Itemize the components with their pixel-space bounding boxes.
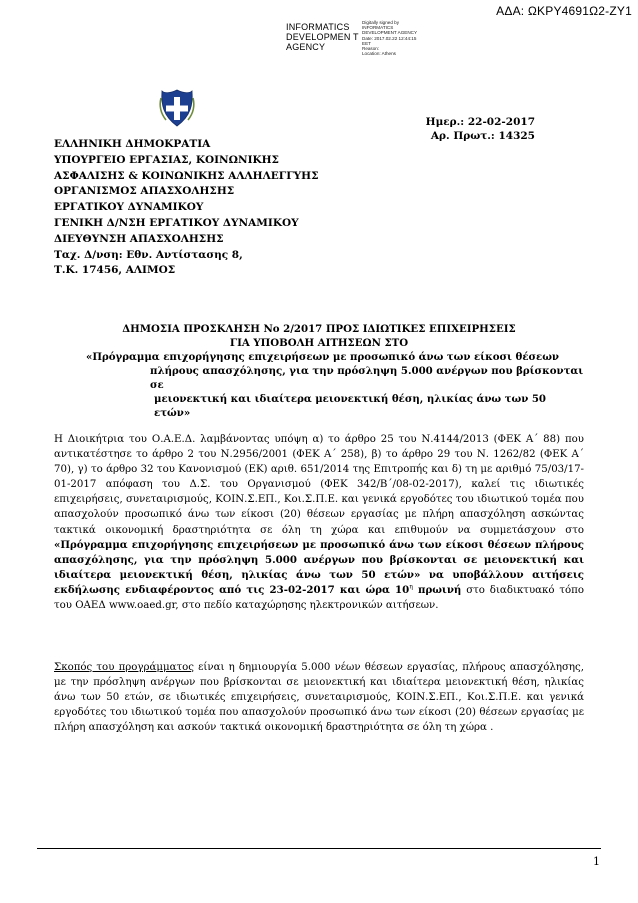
header-line: ΥΠΟΥΡΓΕΙΟ ΕΡΓΑΣΙΑΣ, ΚΟΙΝΩΝΙΚΗΣ: [54, 153, 279, 166]
header-line: ΕΡΓΑΤΙΚΟΥ ΔΥΝΑΜΙΚΟΥ: [54, 201, 204, 214]
paragraph-text: Η Διοικήτρια του Ο.Α.Ε.Δ. λαμβάνοντας υπόψη α) το άρθρο 25 του Ν.4144/2013 (ΦΕΚ Α΄ 88) που αντικατέστησε το άρθρο 2 του Ν.2956/2001 (ΦΕΚ Α΄ 258), β) το άρθρο 29 του Ν. 1262/82 (ΦΕΚ Α΄ 70), γ) το άρθρο 32 του Κανονισμού (ΕΚ) αριθ. 651/2014 της Επιτροπής και δ) τη με αριθμό 75/03/17-01-2017 απόφαση του Δ.Σ. του Οργανισμού (ΦΕΚ 342/Β΄/08-02-2017), καλεί τις ιδιωτικές επιχειρήσεις, συνεταιρισμούς, ΚΟΙΝ.Σ.ΕΠ., Κοι.Σ.Π.Ε. και γενικά εργοδότες του ιδιωτικού τομέα που απασχολούν προσωπικό άνω των είκοσι (20) θέσεων εργασίας με πλήρη απασχόληση ασκώντας τακτικά οικονομική δραστηριότητα σε όλη τη χώρα και επιθυμούν να συμμετάσχουν στο: [54, 434, 584, 536]
header-line: ΔΙΕΥΘΥΝΣΗ ΑΠΑΣΧΟΛΗΣΗΣ: [54, 232, 224, 245]
title-line: ΓΙΑ ΥΠΟΒΟΛΗ ΑΙΤΗΣΕΩΝ ΣΤΟ: [229, 337, 409, 349]
issuer-header: [54, 137, 319, 279]
date-block: [420, 115, 535, 143]
paragraph-text: είναι η δημιουργία 5.000 νέων θέσεων εργασίας, πλήρους απασχόλησης, με την πρόσληψη ανέργων που βρίσκονται σε μειονεκτική και ιδιαίτερα μειονεκτική θέση, ηλικίας άνω των 50 ετών, σε ιδιωτικές επιχειρήσεις, συνεταιρισμούς, ΚΟΙΝ.Σ.ΕΠ., Κοι.Σ.Π.Ε. και γενικά εργοδότες του ιδιωτικού τομέα που απασχολούν προσωπικό άνω των είκοσι (20) θέσεων εργασίας με πλήρη απασχόληση και ασκούν τακτικά οικονομική δραστηριότητα σε όλη τη χώρα .: [54, 662, 584, 734]
signature-detail-line: Reason:: [362, 46, 380, 52]
title-line: ΔΗΜΟΣΙΑ ΠΡΟΣΚΛΗΣΗ Νο 2/2017 ΠΡΟΣ ΙΔΙΩΤΙΚΕΣ ΕΠΙΧΕΙΡΗΣΕΙΣ: [122, 323, 516, 335]
program-bold-text: «Πρόγραμμα επιχορήγησης επιχειρήσεων με προσωπικό άνω των είκοσι θέσεων πλήρους απασχόλησης, για την πρόσληψη 5.000 ανέργων που βρίσκονται σε μειονεκτική και ιδιαίτερα μειονεκτική θέση, ηλικίας άνω των 50 ετών» να υποβάλλουν αιτήσεις εκδήλωσης ενδιαφέροντος από τις 23-02-2017 και ώρα 10: [54, 538, 584, 596]
protocol-number: Αρ. Πρωτ.: 14325: [430, 130, 535, 142]
signature-name: INFORMATICS DEVELOPMEN T AGENCY: [286, 22, 359, 52]
purpose-label: Σκοπός του προγράμματος: [54, 662, 194, 673]
program-bold-text: πρωινή: [412, 583, 462, 596]
signature-detail-line: DEVELOPMENT AGENCY: [362, 30, 418, 36]
footer-divider: [37, 848, 601, 849]
title-quote-line: μειονεκτική και ιδιαίτερα μειονεκτική θέση, ηλικίας άνω των 50 ετών»: [154, 393, 547, 419]
header-line: ΑΣΦΑΛΙΣΗΣ & ΚΟΙΝΩΝΙΚΗΣ ΑΛΛΗΛΕΓΓΥΗΣ: [54, 169, 319, 182]
signature-detail-line: Date: 2017.02.22 12:44:15: [362, 35, 417, 41]
signature-detail-line: Location: Athens: [362, 51, 396, 57]
signature-detail-line: Digitally signed by: [362, 20, 400, 25]
title-quote-line: πλήρους απασχόλησης, για την πρόσληψη 5.000 ανέργων που βρίσκονται σε: [150, 365, 584, 391]
paragraph-text: στο διαδικτυακό τόπο του ΟΑΕΔ www.oaed.gr, στο πεδίο καταχώρησης ηλεκτρονικών αιτήσεων.: [54, 584, 584, 612]
signature-details: [362, 20, 434, 56]
title-quote-line: «Πρόγραμμα επιχορήγησης επιχειρήσεων με προσωπικό άνω των είκοσι θέσεων: [86, 351, 559, 363]
header-line: ΕΛΛΗΝΙΚΗ ΔΗΜΟΚΡΑΤΙΑ: [54, 138, 211, 150]
signature-detail-line: EET: [362, 40, 371, 46]
ada-identifier: ΑΔΑ: ΩΚΡΥ4691Ω2-ΖΥ1: [496, 4, 632, 18]
header-line: ΓΕΝΙΚΗ Δ/ΝΣΗ ΕΡΓΑΤΙΚΟΥ ΔΥΝΑΜΙΚΟΥ: [54, 216, 299, 229]
header-line: Τ.Κ. 17456, ΑΛΙΜΟΣ: [54, 264, 176, 277]
superscript-text: η: [409, 583, 413, 591]
body-paragraph-invitation: [54, 432, 584, 613]
header-line: ΟΡΓΑΝΙΣΜΟΣ ΑΠΑΣΧΟΛΗΣΗΣ: [54, 185, 235, 198]
document-date: Ημερ.: 22-02-2017: [425, 116, 535, 128]
body-paragraph-purpose: [54, 660, 584, 735]
page-number: 1: [593, 855, 600, 868]
greek-emblem-icon: [157, 88, 197, 128]
header-line: Ταχ. Δ/νση: Εθν. Αντίστασης 8,: [54, 248, 243, 261]
document-title: [54, 322, 584, 420]
signature-detail-line: INFORMATICS: [362, 25, 394, 31]
